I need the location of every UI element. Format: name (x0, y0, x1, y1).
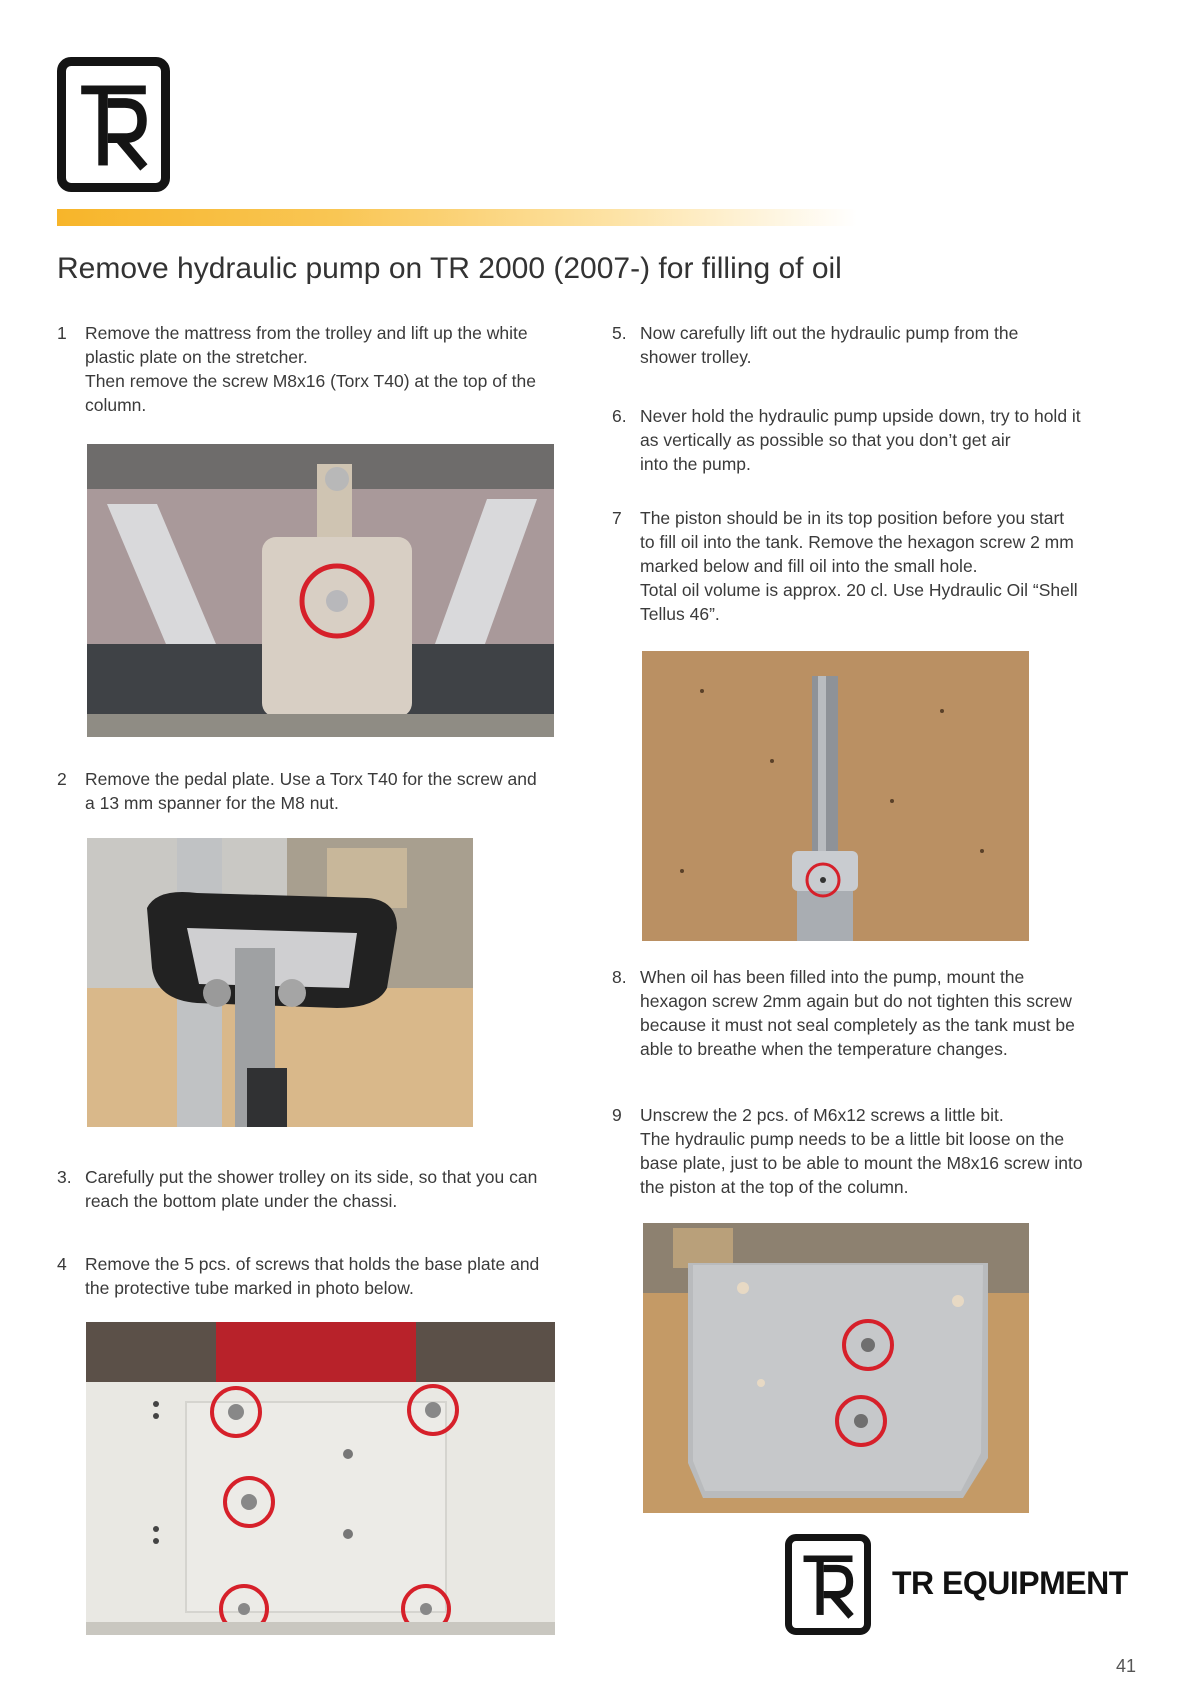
step-number: 7 (612, 508, 622, 528)
step-text: to fill oil into the tank. Remove the hexagon screw 2 mm (640, 532, 1074, 552)
step-text: base plate, just to be able to mount the M8x16 screw into (640, 1153, 1083, 1173)
step-text: The piston should be in its top position before you start (640, 508, 1065, 528)
step-text: into the pump. (640, 454, 751, 474)
step-number: 6. (612, 406, 627, 426)
step-text: Remove the pedal plate. Use a Torx T40 for the screw and (85, 769, 537, 789)
step-text: as vertically as possible so that you don’t get air (640, 430, 1011, 450)
step-text: Then remove the screw M8x16 (Torx T40) at the top of the (85, 371, 537, 391)
step-text: Tellus 46”. (640, 604, 720, 624)
photo-pedal-plate (87, 838, 473, 1127)
step-text: Remove the 5 pcs. of screws that holds the base plate and (85, 1254, 540, 1274)
step-text: reach the bottom plate under the chassi. (85, 1191, 398, 1211)
step-text: a 13 mm spanner for the M8 nut. (85, 793, 339, 813)
tr-monogram-icon (785, 1534, 871, 1635)
accent-rule (57, 209, 857, 226)
step-text: plastic plate on the stretcher. (85, 347, 308, 367)
page-number: 41 (1116, 1656, 1137, 1676)
step-text: able to breathe when the temperature changes. (640, 1039, 1008, 1059)
step-text: Carefully put the shower trolley on its side, so that you can (85, 1167, 538, 1187)
step-text: because it must not seal completely as the tank must be (640, 1015, 1075, 1035)
step-number: 9 (612, 1105, 622, 1125)
page-title: Remove hydraulic pump on TR 2000 (2007-) for filling of oil (57, 252, 842, 285)
step-number: 1 (57, 323, 67, 343)
step-text: Now carefully lift out the hydraulic pump from the (640, 323, 1019, 343)
step-number: 5. (612, 323, 627, 343)
tr-monogram-icon (57, 57, 170, 192)
brand-name: TR EQUIPMENT (892, 1565, 1128, 1601)
step-number: 8. (612, 967, 627, 987)
step-number: 2 (57, 769, 67, 789)
step-number: 4 (57, 1254, 67, 1274)
photo-pump-base-screws (643, 1223, 1029, 1513)
step-text: hexagon screw 2mm again but do not tighten this screw (640, 991, 1072, 1011)
step-text: Unscrew the 2 pcs. of M6x12 screws a little bit. (640, 1105, 1004, 1125)
step-text: marked below and fill oil into the small hole. (640, 556, 978, 576)
photo-stretcher-plate (87, 444, 554, 737)
step-text: The hydraulic pump needs to be a little bit loose on the (640, 1129, 1065, 1149)
step-text: When oil has been filled into the pump, mount the (640, 967, 1025, 987)
step-number: 3. (57, 1167, 72, 1187)
step-text: Never hold the hydraulic pump upside down, try to hold it (640, 406, 1081, 426)
step-text: shower trolley. (640, 347, 752, 367)
step-text: the protective tube marked in photo below. (85, 1278, 414, 1298)
step-text: Remove the mattress from the trolley and lift up the white (85, 323, 528, 343)
photo-base-plate-screws (86, 1322, 555, 1635)
step-text: the piston at the top of the column. (640, 1177, 909, 1197)
step-text: column. (85, 395, 147, 415)
photo-piston-oil-hole (642, 651, 1029, 941)
step-text: Total oil volume is approx. 20 cl. Use Hydraulic Oil “Shell (640, 580, 1078, 600)
